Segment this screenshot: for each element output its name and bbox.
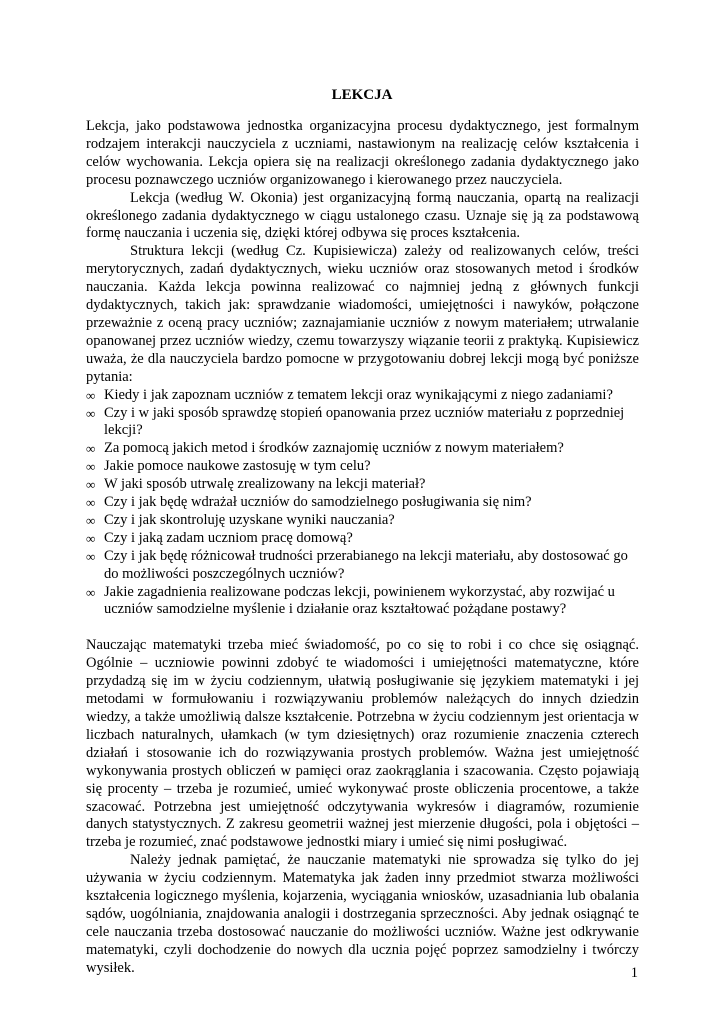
page-title: LEKCJA [331, 87, 393, 103]
list-item [86, 387, 639, 405]
list-item [86, 584, 639, 620]
document-body [86, 118, 639, 978]
list-item [86, 405, 639, 441]
list-item [86, 494, 639, 512]
paragraph-okon: Lekcja (według W. Okonia) jest organizacyjną formą nauczania, opartą na realizacji określonego zadania dydaktycznego w ciągu ustalonego czasu. Uznaje się ją za podstawową formę nauczania i uczenia się, dzięki której odbywa się proces kształcenia. [86, 189, 639, 242]
list-item [86, 512, 639, 530]
infinity-bullet-icon: ∞ [86, 477, 96, 493]
infinity-bullet-icon: ∞ [86, 584, 96, 600]
list-item-text: Jakie zagadnienia realizowane podczas lekcji, powinienem wykorzystać, aby rozwijać u uczniów samodzielne myślenie i działanie oraz kształtować pożądane postawy? [104, 583, 615, 618]
list-item [86, 548, 639, 584]
infinity-bullet-icon: ∞ [86, 548, 96, 564]
list-item-text: Za pomocą jakich metod i środków zaznajomię uczniów z nowym materiałem? [104, 440, 564, 457]
infinity-bullet-icon: ∞ [86, 459, 96, 475]
list-item-text: Kiedy i jak zapoznam uczniów z tematem lekcji oraz wynikającymi z niego zadaniami? [104, 386, 613, 403]
question-list [86, 387, 639, 620]
paragraph-logical-thinking: Należy jednak pamiętać, że nauczanie matematyki nie sprowadza się tylko do jej używania w życiu codziennym. Matematyka jak żaden inny przedmiot stwarza możliwości kształcenia logicznego myślenia, kojarzenia, wyciągania wniosków, uzasadniania lub obalania sądów, uogólniania, znajdowania analogii i dostrzegania sprzeczności. Aby jednak osiągnąć te cele nauczania trzeba dostosować nauczanie do możliwości uczniów. Ważne jest odkrywanie matematyki, czyli dochodzenie do nowych dla ucznia pojęć poprzez samodzielny i twórczy wysiłek. [86, 852, 639, 976]
paragraph-intro: Lekcja, jako podstawowa jednostka organizacyjna procesu dydaktycznego, jest formalnym rodzajem interakcji nauczyciela z uczniami, nastawionym na realizację celów kształcenia i celów wychowania. Lekcja opiera się na realizacji określonego zadania dydaktycznego jako procesu poznawczego uczniów organizowanego i kierowanego przez nauczyciela. [86, 118, 639, 188]
paragraph-mathematics: Nauczając matematyki trzeba mieć świadomość, po co się to robi i co chce się osiągnąć. Ogólnie – uczniowie powinni zdobyć te wiadomości i umiejętności matematyczne, które przydadzą się im w życiu codziennym, ułatwią posługiwanie się językiem matematyki i jej metodami w formułowaniu i rozwiązywaniu problemów należących do innych dziedzin wiedzy, a także umożliwią dalsze kształcenie. Potrzebna w życiu codziennym jest orientacja w liczbach naturalnych, ułamkach (w tym dziesiętnych) oraz rozumienie znaczenia czterech działań i stosowanie ich do rozwiązywania prostych problemów. Ważna jest umiejętność wykonywania prostych obliczeń w pamięci oraz zaokrąglania i szacowania. Często pojawiają się procenty – trzeba je rozumieć, umieć wykonywać proste obliczenia procentowe, a także szacować. Potrzebna jest umiejętność odczytywania wykresów i diagramów, rozumienie danych statystycznych. Z zakresu geometrii ważnej jest mierzenie długości, pola i objętości – trzeba je rozumieć, znać podstawowe jednostki miary i umieć się nimi posługiwać. [86, 637, 639, 851]
infinity-bullet-icon: ∞ [86, 405, 96, 421]
infinity-bullet-icon: ∞ [86, 512, 96, 528]
paragraph-kupisiewicz: Struktura lekcji (według Cz. Kupisiewicza) zależy od realizowanych celów, treści merytorycznych, zadań dydaktycznych, wieku uczniów oraz stosowanych metod i środków nauczania. Każda lekcja powinna realizować co najmniej jedną z głównych funkcji dydaktycznych, takich jak: sprawdzanie wiadomości, umiejętności i nawyków, połączone przeważnie z oceną pracy uczniów; zaznajamianie uczniów z nowym materiałem; utrwalanie opanowanej przez uczniów wiedzy, czemu towarzyszy wiązanie teorii z praktyką. Kupisiewicz uważa, że dla nauczyciela bardzo pomocne w przygotowaniu dobrej lekcji mogą być poniższe pytania: [86, 243, 639, 385]
list-item-text: Jakie pomoce naukowe zastosuję w tym celu? [104, 458, 371, 475]
infinity-bullet-icon: ∞ [86, 441, 96, 457]
list-item [86, 476, 639, 494]
infinity-bullet-icon: ∞ [86, 530, 96, 546]
list-item-text: Czy i jak skontroluję uzyskane wyniki nauczania? [104, 511, 395, 528]
list-item [86, 530, 639, 548]
page-number: 1 [630, 965, 638, 981]
list-item-text: Czy i jaką zadam uczniom pracę domową? [104, 529, 353, 546]
list-item-text: W jaki sposób utrwalę zrealizowany na lekcji materiał? [104, 476, 426, 493]
list-item-text: Czy i w jaki sposób sprawdzę stopień opanowania przez uczniów materiału z poprzedniej lekcji? [104, 404, 625, 439]
list-item-text: Czy i jak będę wdrażał uczniów do samodzielnego posługiwania się nim? [104, 494, 532, 511]
list-item [86, 440, 639, 458]
infinity-bullet-icon: ∞ [86, 495, 96, 511]
list-item [86, 458, 639, 476]
infinity-bullet-icon: ∞ [86, 387, 96, 403]
list-item-text: Czy i jak będę różnicował trudności przerabianego na lekcji materiału, aby dostosować go do możliwości poszczególnych uczniów? [104, 547, 628, 582]
